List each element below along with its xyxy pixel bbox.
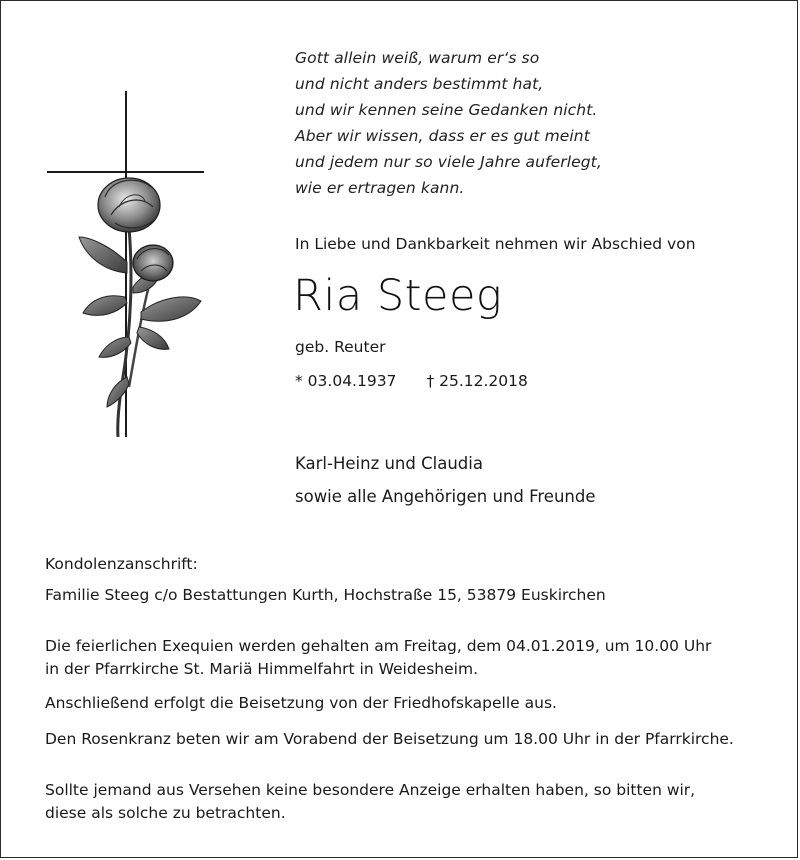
maiden-name: geb. Reuter (295, 338, 386, 356)
burial-info (45, 692, 557, 715)
burial-line: Anschließend erfolgt die Beisetzung von der Friedhofskapelle aus. (45, 694, 557, 712)
condolence-address-text: Familie Steeg c/o Bestattungen Kurth, Hochstraße 15, 53879 Euskirchen (45, 586, 606, 604)
rosary-info (45, 728, 734, 751)
life-dates (295, 372, 528, 390)
verse-line: wie er ertragen kann. (295, 179, 465, 197)
mourners (295, 447, 596, 513)
verse (295, 45, 602, 201)
rosary-line: Den Rosenkranz beten wir am Vorabend der Beisetzung um 18.00 Uhr in der Pfarrkirche. (45, 730, 734, 748)
condolence-label: Kondolenzanschrift: (45, 555, 198, 573)
service-line: Die feierlichen Exequien werden gehalten am Freitag, dem 04.01.2019, um 10.00 Uhr (45, 637, 712, 655)
verse-line: und wir kennen seine Gedanken nicht. (295, 101, 598, 119)
farewell-intro: In Liebe und Dankbarkeit nehmen wir Abschied von (295, 235, 696, 253)
verse-line: und nicht anders bestimmt hat, (295, 75, 544, 93)
mourners-line: sowie alle Angehörigen und Freunde (295, 487, 596, 506)
service-line: in der Pfarrkirche St. Mariä Himmelfahrt in Weidesheim. (45, 660, 478, 678)
verse-line: und jedem nur so viele Jahre auferlegt, (295, 153, 602, 171)
notice (45, 779, 695, 825)
verse-line: Aber wir wissen, dass er es gut meint (295, 127, 590, 145)
mourners-line: Karl-Heinz und Claudia (295, 454, 483, 473)
notice-line: diese als solche zu betrachten. (45, 804, 286, 822)
notice-line: Sollte jemand aus Versehen keine besondere Anzeige erhalten haben, so bitten wir, (45, 781, 696, 799)
death-date: † 25.12.2018 (426, 372, 528, 390)
birth-date: * 03.04.1937 (295, 372, 397, 390)
verse-line: Gott allein weiß, warum er‘s so (295, 49, 540, 67)
condolence-address (45, 549, 606, 611)
deceased-name: Ria Steeg (293, 271, 503, 321)
service-info (45, 635, 711, 681)
cross-with-roses-icon (41, 87, 211, 443)
